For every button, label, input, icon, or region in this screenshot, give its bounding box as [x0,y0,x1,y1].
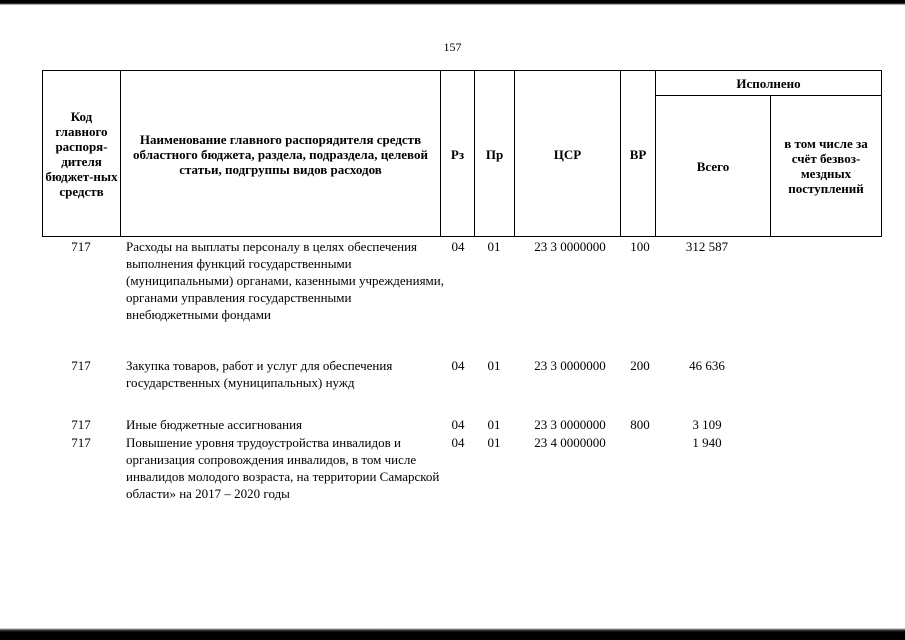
cell-code: 717 [71,358,91,373]
col-header-pr: Пр [485,146,504,162]
col-header-name: Наименование главного распорядителя средств областного бюджета, раздела, подраздела, целевой статьи, подгруппы видов расходов [133,131,428,177]
cell-total: 1 940 [692,435,722,450]
page-number: 157 [443,40,462,54]
cell-vr: 800 [630,417,650,432]
header-right-border [881,70,882,237]
cell-csr: 23 4 0000000 [534,435,606,450]
cell-name: Иные бюджетные ассигнования [126,417,303,432]
cell-code: 717 [71,417,91,432]
cell-name: Повышение уровня трудоустройства инвалидов и организация сопровождения инвалидов, в том числе инвалидов молодого возраста, на территории Самарской области» на 2017 – 2020 годы [126,435,440,501]
scan-edge-top [0,0,905,5]
col-header-code: Код главного распоря-дителя бюджет-ных средств [45,109,118,199]
cell-pr: 01 [487,417,501,432]
scan-edge-bottom [0,628,905,640]
cell-total: 46 636 [689,358,725,373]
col-header-csr: ЦСР [553,146,582,162]
cell-vr: 100 [630,239,650,254]
col-header-grant: в том числе за счёт безвоз-мездных поступлений [784,136,868,196]
cell-pr: 01 [487,435,501,450]
cell-name: Расходы на выплаты персоналу в целях обеспечения выполнения функций государственными (муниципальными) органами, казенными учреждениями, органами управления государственными внебюджетными фондами [126,239,444,322]
cell-rz: 04 [451,435,465,450]
cell-vr: 200 [630,358,650,373]
col-header-rz: Рз [450,146,465,162]
cell-pr: 01 [487,239,501,254]
col-header-total: Всего [696,158,730,174]
cell-total: 312 587 [685,239,729,254]
cell-csr: 23 3 0000000 [534,239,606,254]
col-header-executed: Исполнено [736,75,801,91]
cell-code: 717 [71,435,91,450]
header-divider [120,70,121,237]
header-bottom-border [42,236,882,237]
cell-csr: 23 3 0000000 [534,417,606,432]
header-left-border [42,70,43,237]
cell-rz: 04 [451,239,465,254]
cell-total: 3 109 [692,417,722,432]
header-divider [770,95,771,237]
col-header-vr: ВР [629,146,647,162]
cell-rz: 04 [451,358,465,373]
cell-pr: 01 [487,358,501,373]
cell-name: Закупка товаров, работ и услуг для обеспечения государственных (муниципальных) нужд [126,358,393,390]
cell-rz: 04 [451,417,465,432]
cell-csr: 23 3 0000000 [534,358,606,373]
cell-code: 717 [71,239,91,254]
